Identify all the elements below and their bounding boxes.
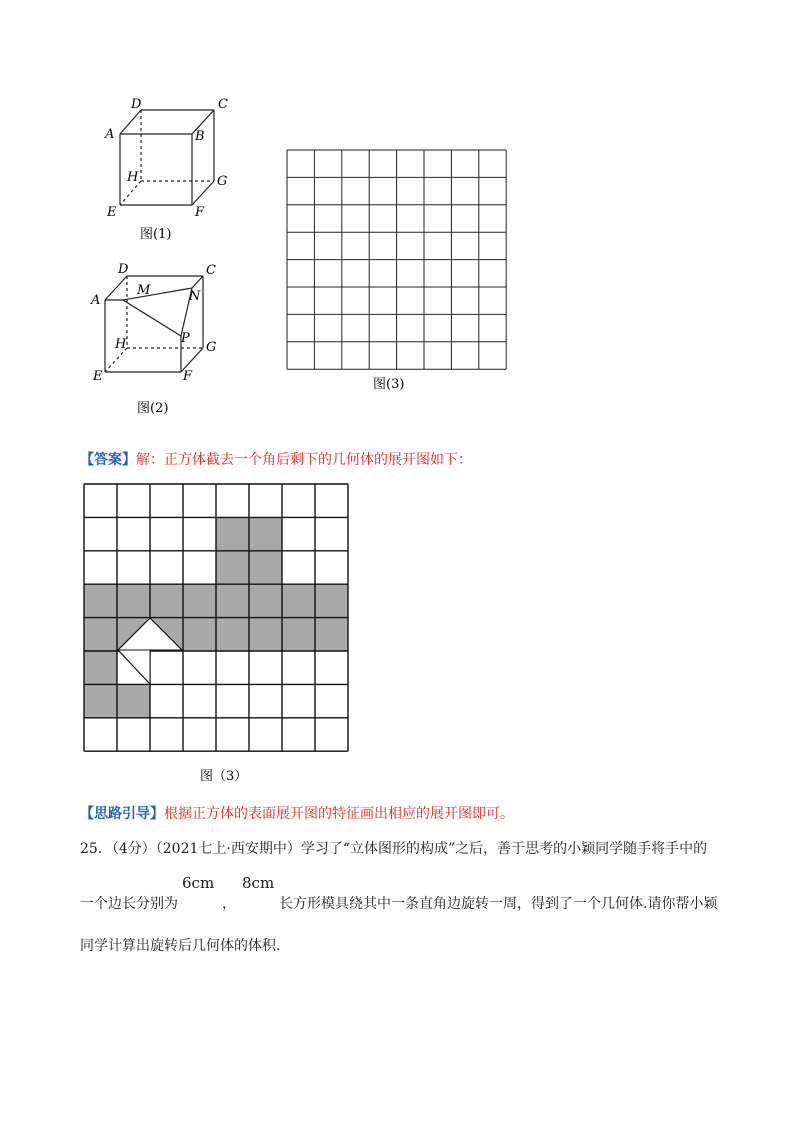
answer-tag: 【答案】: [80, 452, 136, 468]
fig2-label-P: P: [181, 331, 190, 346]
shaded-cell: [216, 618, 249, 651]
fig1-label-A: A: [105, 127, 115, 142]
fig1-label-B: B: [195, 129, 205, 144]
answer-net-grid: [78, 480, 358, 790]
fig1-label-G: G: [217, 174, 228, 189]
shaded-cell: [249, 517, 282, 550]
question-text-2b: 长方形模具绕其中一条直角边旋转一周，得到了一个几何体.请你帮小颖: [279, 896, 718, 912]
question-line-1: [80, 838, 707, 858]
shaded-cell: [150, 584, 183, 617]
shaded-cell: [216, 584, 249, 617]
question-line-3: [80, 935, 280, 955]
fig2-label-H: H: [115, 337, 127, 352]
value-6cm: 6cm: [182, 874, 215, 892]
fig2-label-D: D: [118, 262, 129, 277]
shaded-cell: [315, 584, 348, 617]
shaded-cell: [84, 651, 117, 684]
fig1-label-D: D: [131, 97, 142, 112]
fig1-label-F: F: [195, 205, 205, 220]
shaded-cell: [282, 618, 315, 651]
fig1-label-H: H: [127, 170, 139, 185]
answer-text: 解：正方体截去一个角后剩下的几何体的展开图如下：: [136, 452, 472, 468]
fig2-label-A: A: [91, 293, 101, 308]
shaded-cell: [249, 584, 282, 617]
figure-2-cut-cube: [85, 258, 245, 423]
fig2-label-M: M: [137, 283, 151, 298]
shaded-cell: [117, 584, 150, 617]
question-line-2-end: [279, 893, 717, 913]
answer-line: [80, 449, 472, 469]
hint-line: [80, 803, 514, 823]
shaded-cell: [315, 618, 348, 651]
fig2-caption: 图(2): [137, 401, 169, 416]
shaded-cell: [117, 684, 150, 717]
fig1-caption: 图(1): [140, 227, 172, 242]
question-comma: ，: [222, 896, 236, 912]
value-8cm: 8cm: [242, 874, 275, 892]
figure-3-empty-grid: [280, 145, 510, 405]
shaded-cell: [183, 584, 216, 617]
question-text-1: 学习了“立体图形的构成”之后，善于思考的小颖同学随手将手中的: [300, 841, 708, 857]
shaded-cell: [249, 618, 282, 651]
shaded-cell: [183, 618, 216, 651]
shaded-cell: [249, 551, 282, 584]
fig3-caption: 图(3): [373, 377, 405, 392]
shaded-cell: [282, 584, 315, 617]
fig2-label-E: E: [93, 369, 103, 384]
question-text-2a: 一个边长分别为: [80, 896, 178, 912]
hint-tag: 【思路引导】: [80, 806, 164, 822]
question-number: 25．: [80, 841, 112, 857]
fig1-label-E: E: [107, 205, 117, 220]
question-score: （4分）: [111, 841, 156, 857]
question-text-3: 同学计算出旋转后几何体的体积.: [80, 938, 281, 954]
fig1-label-C: C: [218, 97, 228, 112]
answer-grid-caption: 图（3）: [200, 769, 248, 784]
question-line-2-start: [80, 893, 178, 913]
shaded-cell: [84, 684, 117, 717]
shaded-cell: [84, 618, 117, 651]
hint-text: 根据正方体的表面展开图的特征画出相应的展开图即可。: [164, 806, 514, 822]
shaded-cell: [216, 551, 249, 584]
fig2-label-N: N: [189, 289, 201, 304]
fig2-label-C: C: [206, 263, 216, 278]
fig2-label-F: F: [183, 369, 193, 384]
shaded-cell: [84, 584, 117, 617]
question-source: （2021七上·西安期中）: [155, 841, 301, 857]
figure-1-cube: [95, 92, 245, 252]
shaded-cell: [216, 517, 249, 550]
fig2-label-G: G: [206, 340, 217, 355]
